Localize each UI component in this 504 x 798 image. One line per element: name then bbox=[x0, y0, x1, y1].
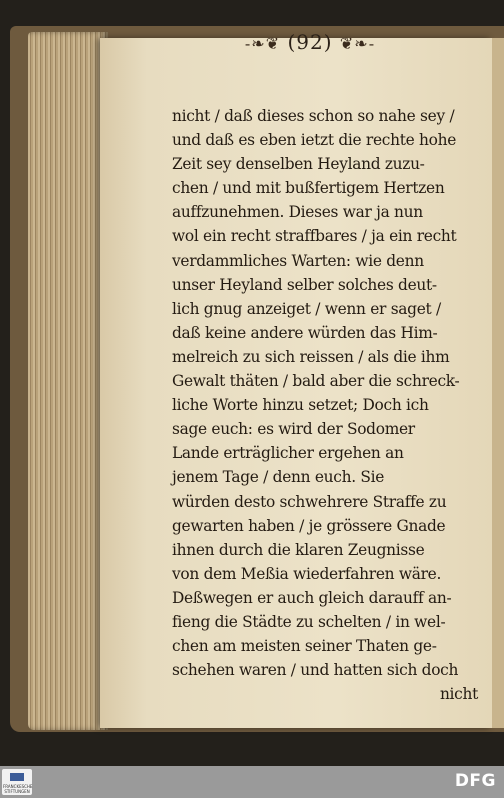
text-line: wol ein recht straffbares / ja ein recht bbox=[172, 227, 457, 246]
text-line: gewarten haben / je grössere Gnade bbox=[172, 516, 446, 535]
text-line: Lande erträglicher ergehen an bbox=[172, 444, 404, 463]
text-line: chen / und mit bußfertigem Hertzen bbox=[172, 179, 445, 198]
institution-logo-text: FRANCKESCHE STIFTUNGEN bbox=[3, 784, 33, 794]
text-line: lich gnug anzeiget / wenn er saget / bbox=[172, 299, 441, 318]
text-line: von dem Meßia wiederfahren wäre. bbox=[172, 564, 442, 583]
ornament-right-icon: ❦❧- bbox=[339, 34, 376, 53]
text-line: Zeit sey denselben Heyland zuzu- bbox=[172, 155, 425, 174]
text-line: sage euch: es wird der Sodomer bbox=[172, 420, 415, 439]
dfg-logo[interactable]: DFG bbox=[454, 771, 496, 791]
text-line: liche Worte hinzu setzet; Doch ich bbox=[172, 396, 429, 415]
text-line: schehen waren / und hatten sich doch bbox=[172, 661, 459, 680]
logo-mark-icon bbox=[10, 773, 24, 781]
text-line: Deßwegen er auch gleich darauff an- bbox=[172, 588, 452, 607]
institution-logo[interactable] bbox=[2, 769, 32, 795]
text-line: chen am meisten seiner Thaten ge- bbox=[172, 637, 437, 656]
text-line: würden desto schwehrere Straffe zu bbox=[172, 492, 447, 511]
text-line: melreich zu sich reissen / als die ihm bbox=[172, 347, 450, 366]
text-line: Gewalt thäten / bald aber die schreck- bbox=[172, 372, 460, 391]
footer-bar bbox=[0, 766, 504, 798]
text-line: fieng die Städte zu schelten / in wel- bbox=[172, 612, 446, 631]
page-gutter bbox=[492, 38, 504, 728]
page-header bbox=[230, 30, 390, 54]
body-text bbox=[172, 104, 482, 706]
text-line: ihnen durch die klaren Zeugnisse bbox=[172, 540, 425, 559]
text-line: nicht bbox=[439, 685, 478, 704]
text-line: und daß es eben ietzt die rechte hohe bbox=[172, 131, 456, 150]
text-line: daß keine andere würden das Him- bbox=[172, 323, 438, 342]
ornament-left-icon: -❧❦ bbox=[244, 34, 281, 53]
text-line: auffzunehmen. Dieses war ja nun bbox=[172, 203, 423, 222]
text-line: jenem Tage / denn euch. Sie bbox=[172, 468, 385, 487]
page-number: (92) bbox=[287, 30, 333, 54]
page-edges bbox=[28, 32, 108, 730]
text-line: verdammliches Warten: wie denn bbox=[172, 251, 424, 270]
text-line: unser Heyland selber solches deut- bbox=[172, 275, 437, 294]
text-line: nicht / daß dieses schon so nahe sey / bbox=[172, 107, 455, 125]
